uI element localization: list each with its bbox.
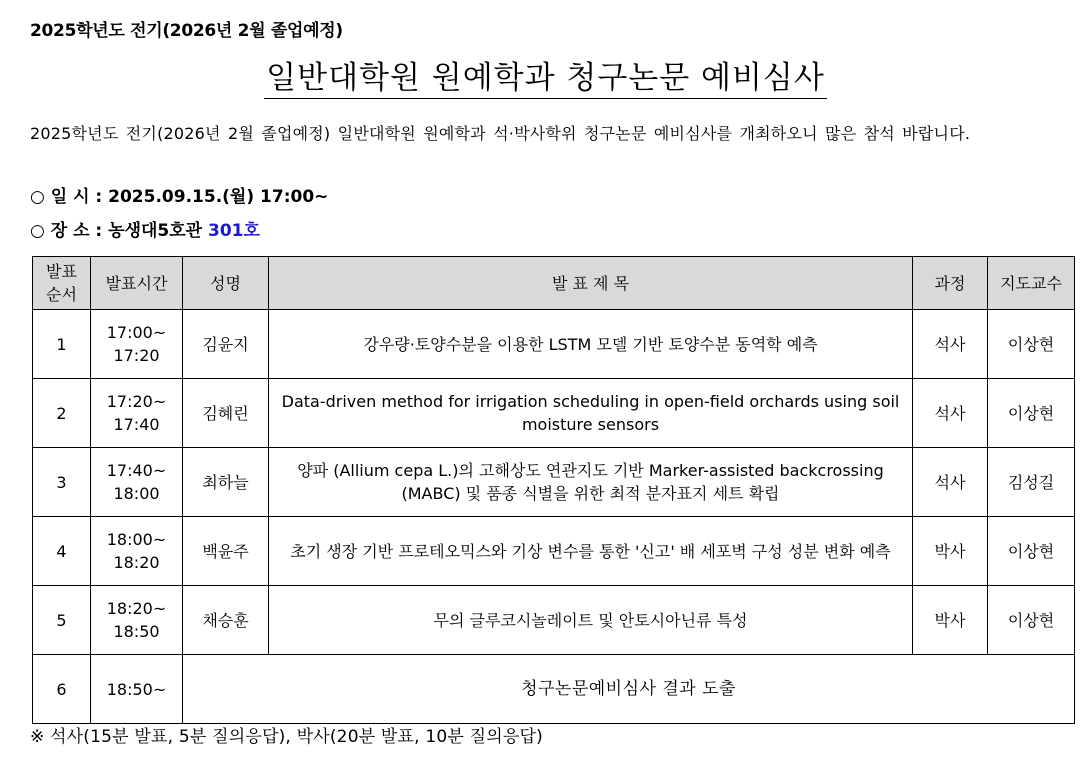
time-end: 18:00	[113, 484, 160, 503]
header-topic: 발 표 제 목	[269, 257, 913, 310]
time-end: 18:20	[113, 553, 160, 572]
cell-advisor: 이상현	[988, 586, 1075, 655]
cell-time: 18:50~	[91, 655, 183, 724]
cell-name: 김윤지	[183, 310, 269, 379]
cell-topic: 초기 생장 기반 프로테오믹스와 기상 변수를 통한 '신고' 배 세포벽 구성 성분 변화 예측	[269, 517, 913, 586]
semester-line: 2025학년도 전기(2026년 2월 졸업예정)	[30, 21, 343, 41]
cell-order: 5	[33, 586, 91, 655]
cell-time	[91, 586, 183, 655]
cell-advisor: 김성길	[988, 448, 1075, 517]
cell-course: 석사	[913, 448, 988, 517]
time-start: 17:40~	[106, 461, 167, 480]
cell-order: 4	[33, 517, 91, 586]
table-row	[33, 310, 1075, 379]
header-order	[33, 257, 91, 310]
header-order-label: 발표 순서	[46, 262, 77, 304]
cell-name: 채승훈	[183, 586, 269, 655]
cell-course: 석사	[913, 310, 988, 379]
page-title	[0, 52, 1091, 97]
time-start: 18:00~	[106, 530, 167, 549]
cell-course: 박사	[913, 517, 988, 586]
cell-order: 1	[33, 310, 91, 379]
schedule-table	[32, 256, 1075, 724]
cell-time	[91, 379, 183, 448]
time-end: 18:50	[113, 622, 160, 641]
cell-advisor: 이상현	[988, 379, 1075, 448]
table-row-final	[33, 655, 1075, 724]
time-end: 17:20	[113, 346, 160, 365]
cell-topic: Data-driven method for irrigation scheduling in open-field orchards using soil moisture sensors	[269, 379, 913, 448]
cell-order: 3	[33, 448, 91, 517]
place-line	[30, 216, 260, 241]
intro-paragraph: 2025학년도 전기(2026년 2월 졸업예정) 일반대학원 원예학과 석·박사학위 청구논문 예비심사를 개최하오니 많은 참석 바랍니다.	[30, 124, 971, 143]
cell-advisor: 이상현	[988, 517, 1075, 586]
cell-time	[91, 448, 183, 517]
cell-topic: 양파 (Allium cepa L.)의 고해상도 연관지도 기반 Marker-assisted backcrossing (MABC) 및 품종 식별을 위한 최적 분자표지 세트 확립	[269, 448, 913, 517]
cell-name: 김혜린	[183, 379, 269, 448]
header-name: 성명	[183, 257, 269, 310]
cell-advisor: 이상현	[988, 310, 1075, 379]
cell-order: 2	[33, 379, 91, 448]
header-time: 발표시간	[91, 257, 183, 310]
header-course: 과정	[913, 257, 988, 310]
cell-course: 박사	[913, 586, 988, 655]
table-row	[33, 379, 1075, 448]
cell-topic: 무의 글루코시놀레이트 및 안토시아닌류 특성	[269, 586, 913, 655]
cell-name: 최하늘	[183, 448, 269, 517]
header-advisor: 지도교수	[988, 257, 1075, 310]
cell-result: 청구논문예비심사 결과 도출	[183, 655, 1075, 724]
cell-time	[91, 517, 183, 586]
table-row	[33, 448, 1075, 517]
time-start: 17:00~	[106, 323, 167, 342]
room-number: 301호	[208, 221, 260, 241]
table-header-row	[33, 257, 1075, 310]
cell-name: 백윤주	[183, 517, 269, 586]
time-start: 17:20~	[106, 392, 167, 411]
time-start: 18:20~	[106, 599, 167, 618]
table-row	[33, 586, 1075, 655]
datetime-label: ○ 일 시 : 2025.09.15.(월) 17:00~	[30, 187, 329, 207]
cell-time	[91, 310, 183, 379]
title-text: 일반대학원 원예학과 청구논문 예비심사	[264, 60, 827, 99]
place-label: ○ 장 소 : 농생대5호관	[30, 221, 209, 241]
time-end: 17:40	[113, 415, 160, 434]
cell-course: 석사	[913, 379, 988, 448]
table-row	[33, 517, 1075, 586]
datetime-line	[30, 182, 328, 207]
footnote: ※ 석사(15분 발표, 5분 질의응답), 박사(20분 발표, 10분 질의응답)	[30, 727, 543, 747]
cell-topic: 강우량·토양수분을 이용한 LSTM 모델 기반 토양수분 동역학 예측	[269, 310, 913, 379]
cell-order: 6	[33, 655, 91, 724]
